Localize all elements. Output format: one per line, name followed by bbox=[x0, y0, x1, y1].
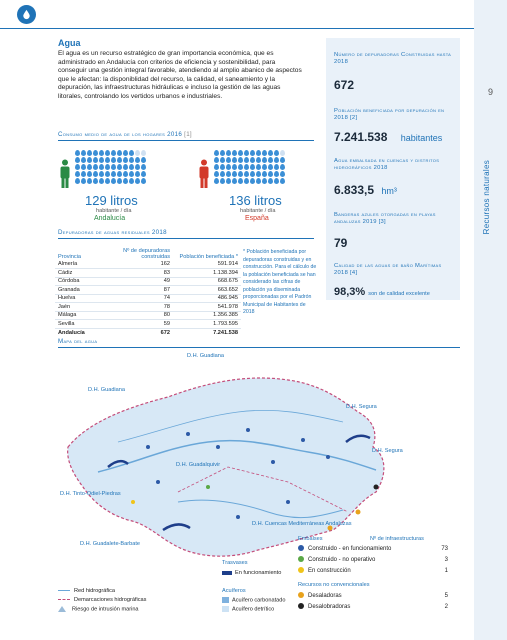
depuradoras-rule bbox=[58, 238, 314, 239]
stat-value-calidad: 98,3% son de calidad excelente bbox=[334, 286, 430, 298]
side-tab bbox=[474, 0, 507, 640]
consumo-andalucia-value: 129 litros bbox=[85, 193, 138, 208]
depuradoras-heading: Depuradoras de aguas residuales 2018 bbox=[58, 229, 167, 236]
table-cell: Jaén bbox=[55, 303, 117, 312]
table-cell: 87 bbox=[117, 286, 173, 295]
stat-label-embalsada: Agua embalsada en cuencas y distritos hidrográficos 2018 bbox=[334, 158, 440, 171]
water-drop-icon bbox=[220, 178, 225, 184]
table-cell: Málaga bbox=[55, 311, 117, 320]
person-andalucia-icon bbox=[59, 159, 71, 194]
acuiferos-title: Acuíferos bbox=[222, 588, 246, 594]
table-cell: Sevilla bbox=[55, 320, 117, 329]
drops-andalucia bbox=[75, 148, 147, 183]
table-cell: 663.652 bbox=[173, 286, 241, 295]
table-cell: Córdoba bbox=[55, 277, 117, 286]
embalses-count-title: Nº de infraestructuras bbox=[370, 536, 424, 542]
water-drop-icon bbox=[75, 178, 80, 184]
section-title: Agua bbox=[58, 38, 81, 48]
table-cell: Almería bbox=[55, 260, 117, 269]
page-number: 9 bbox=[487, 87, 493, 97]
legend-desaladoras: Desaladoras 5 bbox=[298, 591, 448, 601]
water-drop-icon bbox=[111, 178, 116, 184]
table-cell: 162 bbox=[117, 260, 173, 269]
drop-row bbox=[75, 162, 147, 169]
water-drop-icon bbox=[280, 178, 285, 184]
water-drop-icon bbox=[214, 178, 219, 184]
water-drop-icon bbox=[274, 178, 279, 184]
table-row bbox=[55, 286, 241, 295]
water-drop-icon bbox=[226, 178, 231, 184]
consumo-andalucia-region: Andalucía bbox=[94, 215, 126, 222]
table-cell: 591.914 bbox=[173, 260, 241, 269]
top-rule bbox=[0, 28, 474, 29]
consumo-rule bbox=[58, 140, 314, 141]
drop-row bbox=[214, 155, 286, 162]
table-cell: 668.675 bbox=[173, 277, 241, 286]
stats-panel bbox=[326, 38, 460, 300]
stat-value-banderas: 79 bbox=[334, 236, 348, 250]
depuradoras-note: * Población beneficiada por depuradoras construidas y en construcción. Para el cálculo de la población beneficiada se han considerado las cifras de población ya diseminada proporcionadas por el Padrón Municipal de Habitantes de 2018 bbox=[243, 249, 317, 315]
water-drop-icon bbox=[141, 178, 146, 184]
legend-embalse-funcionamiento: Construido - en funcionamiento 73 bbox=[298, 544, 448, 554]
table-cell: Granada bbox=[55, 286, 117, 295]
table-row bbox=[55, 294, 241, 303]
trasvases-title: Trasvases bbox=[222, 560, 248, 566]
water-drop-icon bbox=[135, 178, 140, 184]
drop-row bbox=[214, 148, 286, 155]
table-total-cell: 672 bbox=[160, 329, 170, 336]
region-guadiana-top: D.H. Guadiana bbox=[187, 353, 225, 359]
stat-value-depuradoras: 672 bbox=[334, 78, 355, 92]
drop-row bbox=[75, 148, 147, 155]
map-rule bbox=[58, 347, 460, 348]
table-cell: Cádiz bbox=[55, 269, 117, 278]
water-drop-icon bbox=[268, 178, 273, 184]
water-drop-icon bbox=[93, 178, 98, 184]
water-drop-icon bbox=[238, 178, 243, 184]
drop-row bbox=[75, 169, 147, 176]
water-drop-icon bbox=[123, 178, 128, 184]
consumo-espana-unit: habitante / día bbox=[240, 208, 276, 214]
table-cell: 49 bbox=[117, 277, 173, 286]
stat-label-banderas: Banderas azules otorgadas en playas andaluzas 2019 [3] bbox=[334, 212, 436, 225]
water-drop-icon bbox=[105, 178, 110, 184]
embalses-title: Embalses bbox=[298, 536, 323, 542]
water-drop-icon bbox=[262, 178, 267, 184]
water-drop-icon bbox=[87, 178, 92, 184]
water-drop-logo-icon bbox=[17, 5, 36, 24]
table-cell: 1.138.394 bbox=[173, 269, 241, 278]
table-cell: 74 bbox=[117, 294, 173, 303]
consumo-espana-value: 136 litros bbox=[229, 193, 282, 208]
drop-row bbox=[75, 176, 147, 183]
legend-riesgo-intrusion: Riesgo de intrusión marina bbox=[58, 606, 139, 612]
table-total-cell: 7.241.538 bbox=[213, 329, 238, 336]
table-total-row bbox=[55, 328, 241, 337]
table-row bbox=[55, 260, 241, 269]
consumo-espana-region: España bbox=[245, 215, 269, 222]
stat-value-poblacion: 7.241.538 habitantes bbox=[334, 130, 443, 144]
water-drop-icon bbox=[129, 178, 134, 184]
legend-trasvase: En funcionamiento bbox=[222, 570, 281, 576]
water-drop-icon bbox=[250, 178, 255, 184]
legend-red-hidrografica: Red hidrográfica bbox=[58, 588, 115, 594]
drop-row bbox=[214, 169, 286, 176]
table-cell: 1.356.385 bbox=[173, 311, 241, 320]
drop-row bbox=[75, 155, 147, 162]
table-cell: 78 bbox=[117, 303, 173, 312]
legend-embalse-no-operativo: Construido - no operativo 3 bbox=[298, 555, 448, 565]
table-cell: Huelva bbox=[55, 294, 117, 303]
table-cell: 486.945 bbox=[173, 294, 241, 303]
region-guadalete: D.H. Guadalete-Barbate bbox=[80, 541, 141, 547]
table-total-cell: Andalucía bbox=[58, 329, 85, 336]
table-cell: 1.793.595 bbox=[173, 320, 241, 329]
legend-acuifero-detritico: Acuífero detrítico bbox=[222, 606, 274, 612]
consumo-heading: Consumo medio de agua de los hogares 2016 [1] bbox=[58, 131, 192, 138]
region-guadiana-left: D.H. Guadiana bbox=[88, 387, 126, 393]
table-row bbox=[55, 269, 241, 278]
stat-value-embalsada: 6.833,5 hm³ bbox=[334, 183, 397, 197]
water-drop-icon bbox=[99, 178, 104, 184]
drop-row bbox=[214, 176, 286, 183]
table-cell: 59 bbox=[117, 320, 173, 329]
stat-label-poblacion: Población beneficiada por depuración en 2018 [2] bbox=[334, 108, 445, 121]
legend-embalse-construccion: En construcción 1 bbox=[298, 566, 448, 576]
table-row bbox=[55, 311, 241, 320]
map-heading: Mapa del agua bbox=[58, 338, 98, 345]
table-row bbox=[55, 303, 241, 312]
legend-desalobradoras: Desalobradoras 2 bbox=[298, 602, 448, 612]
region-segura-right: D.H. Segura bbox=[372, 448, 403, 454]
depuradoras-table bbox=[55, 243, 241, 337]
legend-acuifero-carbonatado: Acuífero carbonatado bbox=[222, 597, 286, 603]
region-mediterraneas: D.H. Cuencas Mediterráneas Andaluzas bbox=[252, 521, 352, 527]
table-cell: 541.978 bbox=[173, 303, 241, 312]
table-cell: 83 bbox=[117, 269, 173, 278]
water-drop-icon bbox=[244, 178, 249, 184]
col-poblacion: Población beneficiada * bbox=[179, 254, 238, 260]
stat-label-calidad: Calidad de las aguas de baño Marítimas 2018 [4] bbox=[334, 263, 442, 276]
region-tinto-odiel: D.H. Tinto-Odiel-Piedras bbox=[60, 491, 121, 497]
table-row bbox=[55, 320, 241, 329]
region-segura-top: D.H. Segura bbox=[346, 404, 377, 410]
person-espana-icon bbox=[198, 159, 210, 194]
region-guadalquivir: D.H. Guadalquivir bbox=[176, 462, 221, 468]
water-drop-icon bbox=[117, 178, 122, 184]
intro-paragraph: El agua es un recurso estratégico de gran importancia económica, que es administrado en Andalucía con criterios de eficiencia y sostenibilidad, para conseguir una gestión integral favorable, atendiendo al amplio abanico de aspectos que le afectan: la disponiblidad del recurso, la calidad, el saneamiento y la depuración, las infraestructuras hidráulicas e incluso la gestión de las aguas litorales, controlando los vertidos urbanos e industriales. bbox=[58, 50, 302, 100]
col-depuradoras: Nº de depuradoras construidas bbox=[123, 248, 170, 260]
table-row bbox=[55, 277, 241, 286]
col-provincia: Provincia bbox=[58, 254, 82, 260]
drops-espana bbox=[214, 148, 286, 183]
side-title: Recursos naturales bbox=[482, 160, 491, 235]
consumo-andalucia-unit: habitante / día bbox=[96, 208, 132, 214]
legend-demarcaciones: Demarcaciones hidrográficas bbox=[58, 597, 146, 603]
drop-row bbox=[214, 162, 286, 169]
recursos-title: Recursos no convencionales bbox=[298, 582, 370, 588]
water-drop-icon bbox=[81, 178, 86, 184]
table-cell: 80 bbox=[117, 311, 173, 320]
water-drop-icon bbox=[232, 178, 237, 184]
stat-label-depuradoras: Número de depuradoras Construidas hasta 2018 bbox=[334, 52, 452, 65]
water-drop-icon bbox=[256, 178, 261, 184]
